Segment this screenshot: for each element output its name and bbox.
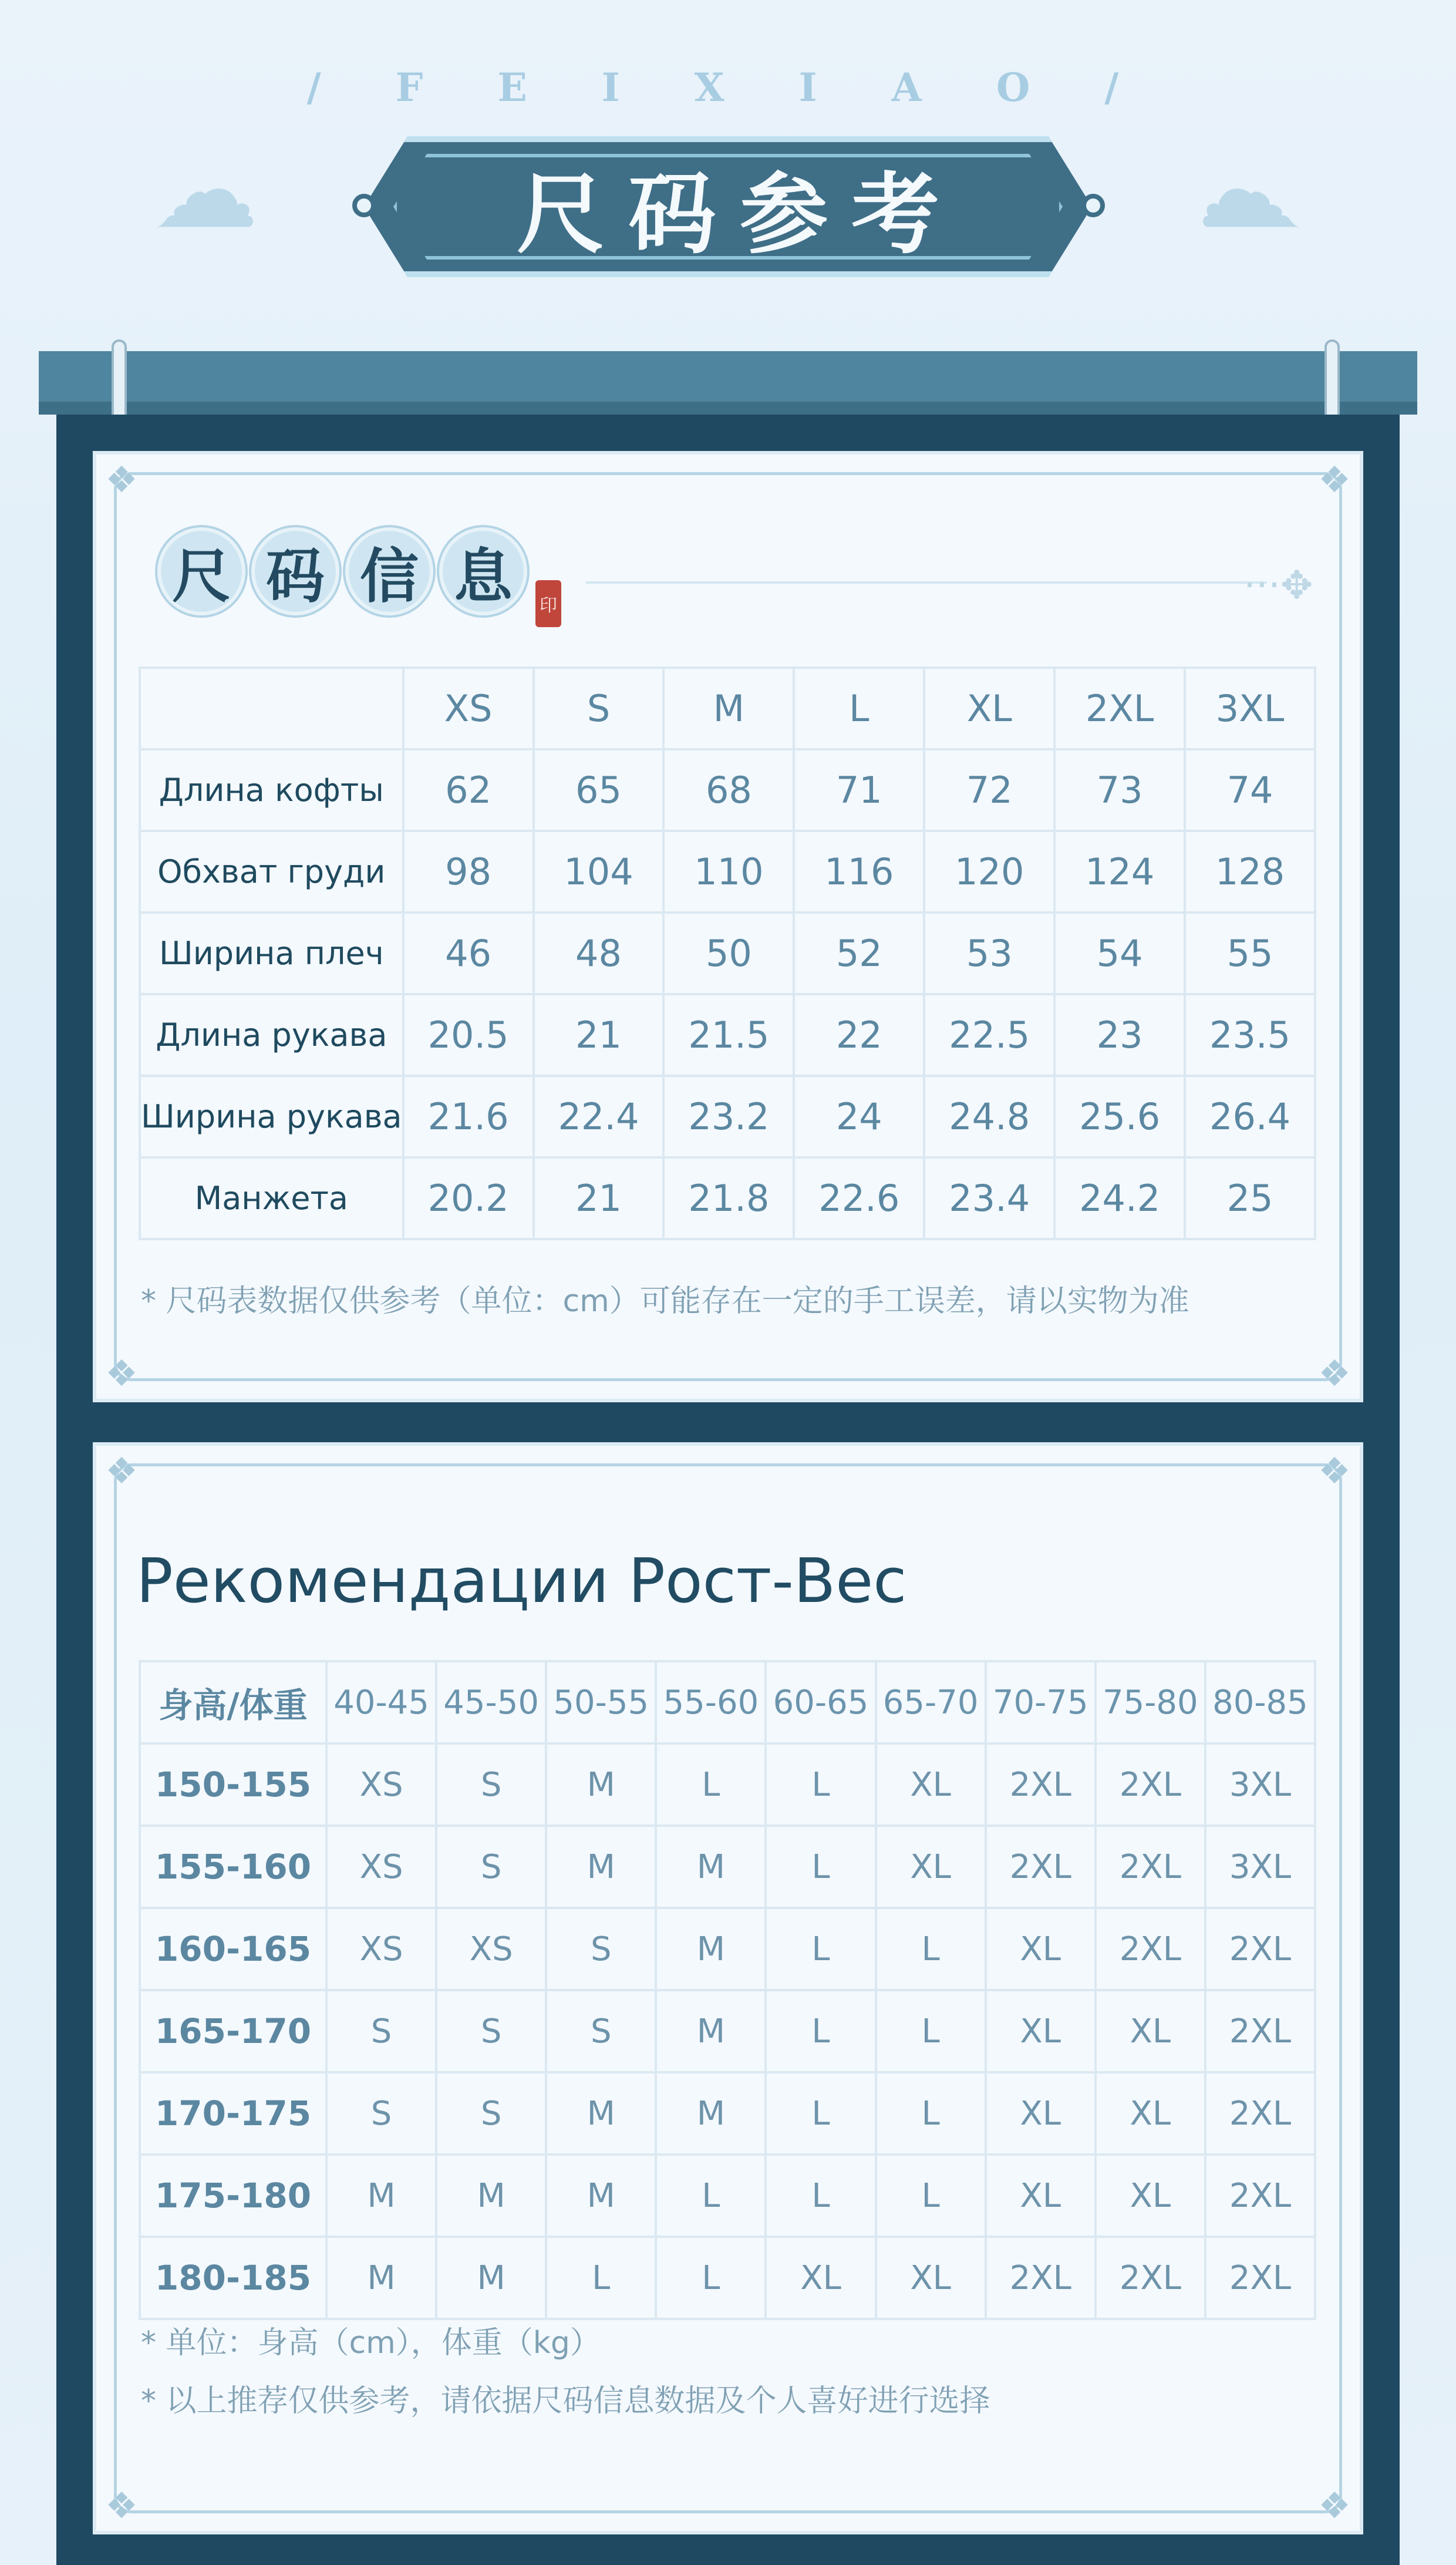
size-table [139,667,1316,1240]
height-row-label: 155-160 [140,1826,326,1908]
table-cell: M [656,2072,766,2155]
corner-ornament-icon: ❖ [105,458,138,501]
table-cell: M [656,1990,766,2072]
table-row [140,2155,1315,2237]
table-cell: 24 [794,1076,924,1157]
height-row-label: 180-185 [140,2237,326,2319]
table-cell: 71 [794,749,924,831]
units-note: * 单位：身高（cm），体重（kg） [141,2325,601,2361]
table-cell: XL [1096,2155,1205,2237]
table-cell: L [766,1908,875,1990]
table-cell: S [436,1826,546,1908]
table-row [140,1908,1315,1990]
title-char: 码 [251,527,339,615]
size-table-note: * 尺码表数据仅供参考（单位：cm）可能存在一定的手工误差，请以实物为准 [141,1284,1189,1319]
table-cell: 2XL [1096,1743,1205,1826]
table-row [140,1990,1315,2072]
table-cell: L [876,2155,986,2237]
table-row [140,831,1315,913]
table-cell: 2XL [1205,2072,1315,2155]
table-header-row [140,668,1315,749]
table-cell: XS [326,1743,436,1826]
table-cell: XL [1096,2072,1205,2155]
table-cell: XS [326,1908,436,1990]
table-cell: 74 [1185,749,1315,831]
corner-ornament-icon: ❖ [1318,1352,1351,1395]
size-column-header: XS [403,668,534,749]
table-cell: XL [986,1990,1096,2072]
table-cell: XL [986,2072,1096,2155]
table-cell: XL [986,1908,1096,1990]
table-cell: 3XL [1205,1743,1315,1826]
row-label: Обхват груди [140,831,403,913]
table-cell: 128 [1185,831,1315,913]
table-cell: XS [436,1908,546,1990]
table-cell: M [546,2155,656,2237]
table-cell: 21.8 [663,1157,794,1239]
table-cell: 24.8 [924,1076,1054,1157]
table-cell: 124 [1054,831,1185,913]
table-cell: 2XL [1205,2237,1315,2319]
table-row [140,1076,1315,1157]
table-cell: 3XL [1205,1826,1315,1908]
table-cell: XL [1096,1990,1205,2072]
table-cell: L [766,1743,875,1826]
table-cell: 23 [1054,994,1185,1076]
table-row [140,1157,1315,1239]
table-cell: 72 [924,749,1054,831]
table-cell: 23.5 [1185,994,1315,1076]
size-column-header: M [663,668,794,749]
size-column-header: XL [924,668,1054,749]
table-cell: L [656,2155,766,2237]
table-cell: M [656,1908,766,1990]
table-cell: 23.2 [663,1076,794,1157]
table-cell: 68 [663,749,794,831]
recommendation-note: * 以上推荐仅供参考，请依据尺码信息数据及个人喜好进行选择 [141,2384,990,2419]
table-cell: XL [766,2237,875,2319]
table-cell: 21 [534,1157,664,1239]
table-cell: 2XL [1205,1908,1315,1990]
weight-column-header: 70-75 [986,1661,1096,1743]
size-info-panel [93,451,1363,1402]
size-info-title [157,527,527,615]
table-cell: 22.5 [924,994,1054,1076]
table-cell: L [766,1990,875,2072]
table-cell: 104 [534,831,664,913]
table-cell: L [656,1743,766,1826]
table-cell: M [436,2155,546,2237]
table-cell: 24.2 [1054,1157,1185,1239]
table-cell: S [436,2072,546,2155]
weight-column-header: 75-80 [1096,1661,1205,1743]
size-column-header: L [794,668,924,749]
table-row [140,1826,1315,1908]
height-row-label: 150-155 [140,1743,326,1826]
brand-text: / F E I X I A O / [306,65,1150,110]
table-cell: 20.5 [403,994,534,1076]
recommendation-title: Рекомендации Рост-Вес [136,1545,907,1617]
corner-ornament-icon: ❖ [105,2484,138,2527]
table-cell: S [436,1743,546,1826]
title-char: 信 [345,527,433,615]
height-row-label: 170-175 [140,2072,326,2155]
table-cell: 50 [663,913,794,994]
page-title: 尺码参考 [516,163,963,266]
title-char: 尺 [157,527,245,615]
table-cell: M [436,2237,546,2319]
size-column-header: 2XL [1054,668,1185,749]
table-cell: 21 [534,994,664,1076]
table-cell: 110 [663,831,794,913]
table-cell: 2XL [1096,1826,1205,1908]
corner-ornament-icon: ❖ [1318,458,1351,501]
weight-column-header: 80-85 [1205,1661,1315,1743]
table-row [140,749,1315,831]
height-row-label: 175-180 [140,2155,326,2237]
row-label: Ширина плеч [140,913,403,994]
table-cell: XL [876,1743,986,1826]
table-cell: XL [876,2237,986,2319]
scroll-rod [39,351,1417,415]
table-cell: 120 [924,831,1054,913]
table-cell: 22 [794,994,924,1076]
corner-ornament-icon: ❖ [1318,2484,1351,2527]
table-cell: S [326,1990,436,2072]
table-cell: M [546,2072,656,2155]
scroll-peg-right [1324,339,1340,423]
table-cell: L [766,2155,875,2237]
row-label: Длина рукава [140,994,403,1076]
table-cell: M [656,1826,766,1908]
red-seal-stamp: 印 [535,580,561,627]
corner-ornament-icon: ❖ [105,1449,138,1492]
table-cell: M [326,2155,436,2237]
table-cell: L [766,1826,875,1908]
table-cell: L [546,2237,656,2319]
table-cell: 2XL [1096,1908,1205,1990]
recommendation-panel [93,1442,1363,2534]
table-cell: L [876,1908,986,1990]
table-cell: L [656,2237,766,2319]
table-cell: M [326,2237,436,2319]
table-cell: 55 [1185,913,1315,994]
table-cell: 26.4 [1185,1076,1315,1157]
table-cell: 52 [794,913,924,994]
table-cell: L [876,1990,986,2072]
flower-ornament-icon: ···✥ [1243,563,1313,608]
table-cell: 116 [794,831,924,913]
table-cell: 25 [1185,1157,1315,1239]
table-cell: S [546,1908,656,1990]
table-cell: 25.6 [1054,1076,1185,1157]
table-cell: L [876,2072,986,2155]
weight-column-header: 65-70 [876,1661,986,1743]
weight-column-header: 50-55 [546,1661,656,1743]
table-cell: 2XL [986,1826,1096,1908]
table-cell: M [546,1743,656,1826]
table-cell: S [436,1990,546,2072]
table-cell: 2XL [986,2237,1096,2319]
table-cell: S [546,1990,656,2072]
title-char: 息 [439,527,527,615]
table-row [140,2072,1315,2155]
title-divider [586,581,1267,584]
table-cell: 22.6 [794,1157,924,1239]
height-weight-table [139,1660,1316,2320]
table-cell: M [546,1826,656,1908]
weight-column-header: 55-60 [656,1661,766,1743]
table-cell: 48 [534,913,664,994]
table-header-row [140,1661,1315,1743]
table-cell: S [326,2072,436,2155]
size-column-header: S [534,668,664,749]
table-row [140,1743,1315,1826]
table-cell: 22.4 [534,1076,664,1157]
height-row-label: 160-165 [140,1908,326,1990]
table-cell: 65 [534,749,664,831]
row-label: Длина кофты [140,749,403,831]
height-row-label: 165-170 [140,1990,326,2072]
table-cell: 21.5 [663,994,794,1076]
table-cell: 20.2 [403,1157,534,1239]
table-cell: L [766,2072,875,2155]
table-cell: 2XL [1205,1990,1315,2072]
table-cell: 2XL [986,1743,1096,1826]
table-cell: 2XL [1096,2237,1205,2319]
height-weight-header: 身高/体重 [140,1661,326,1743]
table-cell: XS [326,1826,436,1908]
table-cell: 62 [403,749,534,831]
row-label: Ширина рукава [140,1076,403,1157]
table-cell: XL [986,2155,1096,2237]
size-column-header: 3XL [1185,668,1315,749]
corner-ornament-icon: ❖ [105,1352,138,1395]
weight-column-header: 40-45 [326,1661,436,1743]
table-cell: 54 [1054,913,1185,994]
table-cell: 53 [924,913,1054,994]
table-cell: 2XL [1205,2155,1315,2237]
weight-column-header: 45-50 [436,1661,546,1743]
table-row [140,913,1315,994]
table-cell: 98 [403,831,534,913]
scroll-peg-left [112,339,127,423]
table-row [140,994,1315,1076]
table-row [140,2237,1315,2319]
table-cell: XL [876,1826,986,1908]
table-cell: 23.4 [924,1157,1054,1239]
corner-ornament-icon: ❖ [1318,1449,1351,1492]
weight-column-header: 60-65 [766,1661,875,1743]
table-cell: 46 [403,913,534,994]
table-cell: 21.6 [403,1076,534,1157]
header-blank-cell [140,668,403,749]
cloud-ornament-right: ☁ [1198,129,1303,252]
cloud-ornament-left: ☁ [153,129,258,252]
table-cell: 73 [1054,749,1185,831]
row-label: Манжета [140,1157,403,1239]
